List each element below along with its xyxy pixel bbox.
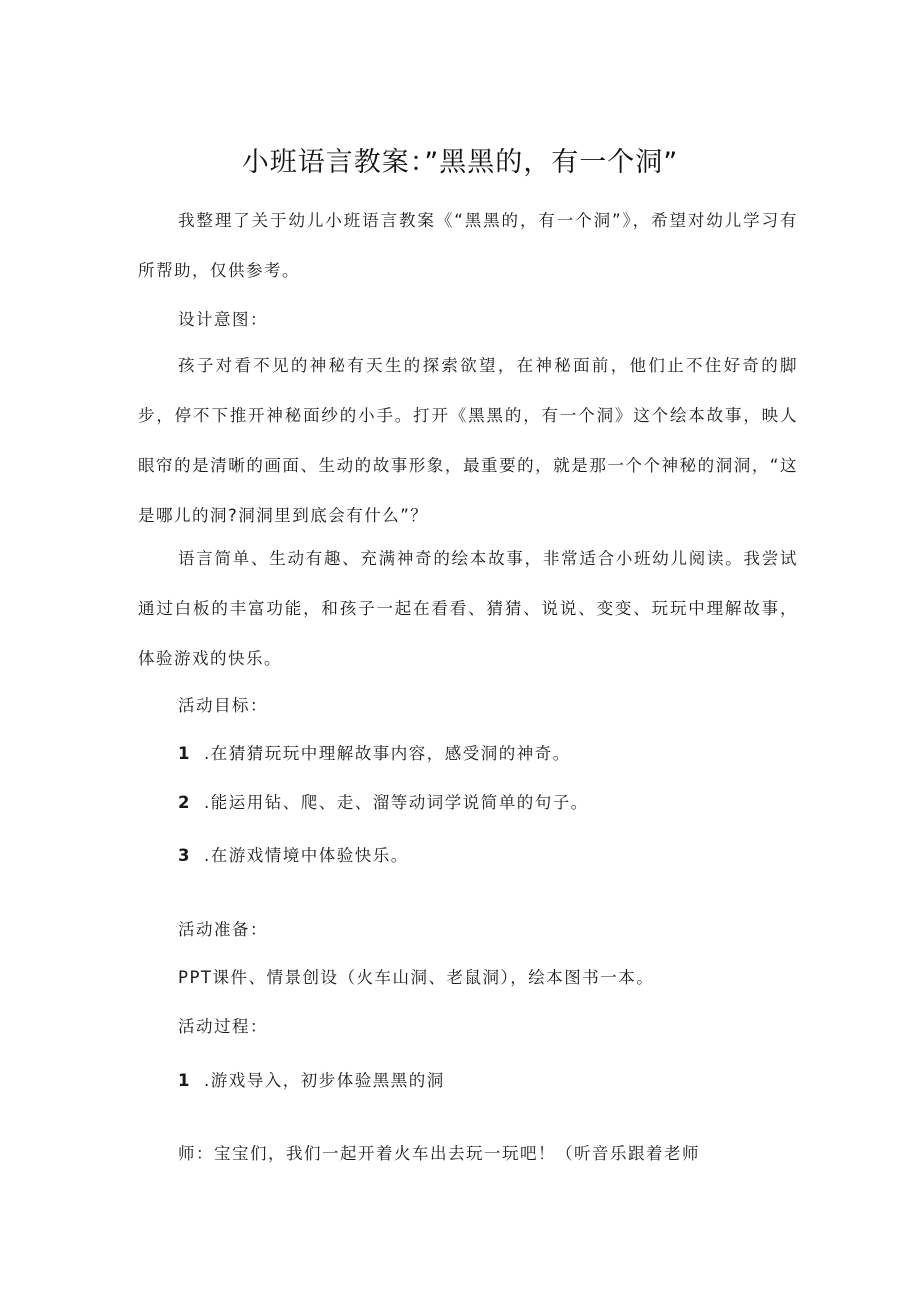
goals-heading: 活动目标： bbox=[178, 696, 268, 715]
step-text: .游戏导入，初步体验黑黑的洞 bbox=[204, 1071, 445, 1090]
document-title: 小班语言教案：”黑黑的，有一个洞” bbox=[241, 147, 679, 178]
step-number: 1 bbox=[178, 1071, 191, 1090]
goal-number: 3 bbox=[178, 846, 191, 865]
goal-item-2 bbox=[178, 788, 589, 818]
intro-paragraph: 我整理了关于幼儿小班语言教案《“黑黑的，有一个洞”》，希望对幼儿学习有所帮助，仅供参考。 bbox=[138, 211, 798, 280]
process-heading: 活动过程： bbox=[178, 1017, 268, 1036]
prep-text: PPT课件、情景创设（火车山洞、老鼠洞），绘本图书一本。 bbox=[178, 968, 655, 987]
design-paragraph-1: 孩子对看不见的神秘有天生的探索欲望，在神秘面前，他们止不住好奇的脚步，停不下推开神秘面纱的小手。打开《黑黑的，有一个洞》这个绘本故事，映人眼帘的是清晰的画面、生动的故事形象，最重要的，就是那一个个神秘的洞洞，“这是哪儿的洞?洞洞里到底会有什么”？ bbox=[138, 356, 798, 525]
goal-text: .在猜猜玩玩中理解故事内容，感受洞的神奇。 bbox=[204, 744, 571, 763]
process-step-1 bbox=[178, 1066, 445, 1096]
goal-item-3 bbox=[178, 841, 409, 871]
design-heading: 设计意图： bbox=[178, 310, 268, 329]
goal-number: 2 bbox=[178, 793, 191, 812]
goal-item-1 bbox=[178, 739, 571, 769]
teacher-line: 师：宝宝们，我们一起开着火车出去玩一玩吧！（听音乐跟着老师 bbox=[178, 1144, 700, 1163]
goal-number: 1 bbox=[178, 744, 191, 763]
prep-heading: 活动准备： bbox=[178, 920, 268, 939]
goal-text: .在游戏情境中体验快乐。 bbox=[204, 846, 409, 865]
goal-text: .能运用钻、爬、走、溜等动词学说简单的句子。 bbox=[204, 793, 589, 812]
design-paragraph-2: 语言简单、生动有趣、充满神奇的绘本故事，非常适合小班幼儿阅读。我尝试通过白板的丰富功能，和孩子一起在看看、猜猜、说说、变变、玩玩中理解故事，体验游戏的快乐。 bbox=[138, 549, 798, 668]
